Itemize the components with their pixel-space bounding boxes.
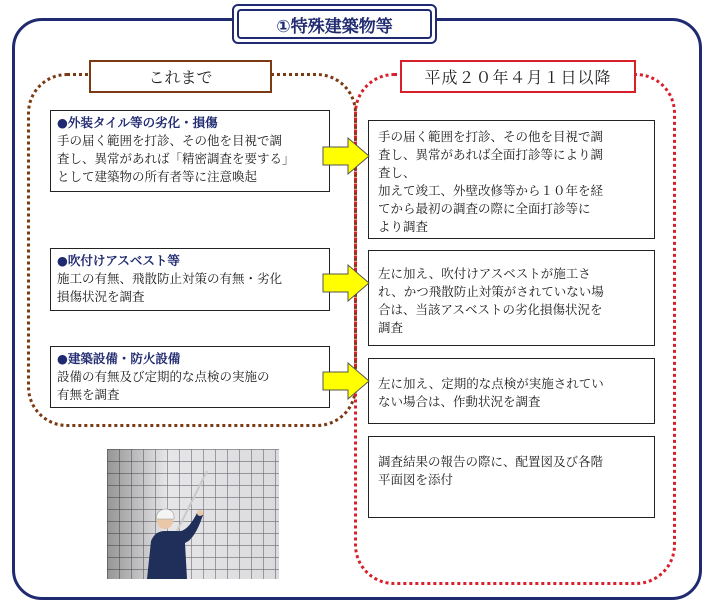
arrow-right-icon — [322, 362, 370, 400]
item-text-line: 査し、異常があれば全面打診等により調 — [378, 147, 604, 162]
item-text-line: 査し、異常があれば「精密調査を要する」 — [57, 151, 295, 166]
title-tab — [232, 4, 437, 44]
item-text-line: 合は、当該アスベストの劣化損傷状況を — [378, 302, 603, 317]
inspection-photo — [107, 449, 279, 579]
item-text-line: 施工の有無、飛散防止対策の有無・劣化 — [57, 271, 283, 286]
item-text-line: 手の届く範囲を打診、その他を目視で調 — [57, 133, 283, 148]
after-item-equipment — [368, 358, 655, 424]
item-text-line: れ、かつ飛散防止対策がされていない場 — [378, 284, 604, 299]
item-text-line: として建築物の所有者等に注意喚起 — [57, 169, 258, 184]
item-text-line: 左に加え、吹付けアスベストが施工さ — [378, 266, 591, 281]
before-item-equipment — [50, 346, 330, 408]
after-column-header: 平成２０年４月１日以降 — [400, 60, 636, 93]
item-text-line: 手の届く範囲を打診、その他を目視で調 — [378, 129, 604, 144]
item-heading: ●外装タイル等の劣化・損傷 — [57, 115, 218, 130]
item-text-line: より調査 — [378, 219, 429, 234]
item-heading: ●吹付けアスベスト等 — [57, 253, 180, 268]
after-item-tile — [368, 120, 655, 239]
arrow-right-icon — [322, 264, 370, 302]
before-item-asbestos — [50, 248, 330, 311]
item-heading: ●建築設備・防火設備 — [57, 351, 181, 366]
item-text-line: ない場合は、作動状況を調査 — [378, 394, 541, 409]
after-item-asbestos — [368, 250, 655, 346]
before-item-tile — [50, 110, 330, 192]
item-text-line: 左に加え、定期的な点検が実施されてい — [378, 376, 604, 391]
before-column-header: これまで — [89, 60, 272, 93]
item-text-line: 有無を調査 — [57, 387, 120, 402]
item-text-line: 平面図を添付 — [378, 472, 454, 487]
item-text-line: てから最初の調査の際に全面打診等に — [378, 201, 591, 216]
item-text-line: 調査結果の報告の際に、配置図及び各階 — [378, 454, 604, 469]
item-text-line: 設備の有無及び定期的な点検の実施の — [57, 369, 270, 384]
after-item-report — [368, 436, 655, 518]
item-text-line: 損傷状況を調査 — [57, 289, 145, 304]
item-text-line: 加えて竣工、外壁改修等から１０年を経 — [378, 183, 604, 198]
arrow-right-icon — [322, 137, 370, 175]
item-text-line: 査し、 — [378, 165, 416, 180]
item-text-line: 調査 — [378, 320, 404, 335]
page-title: ①特殊建築物等 — [237, 9, 432, 39]
